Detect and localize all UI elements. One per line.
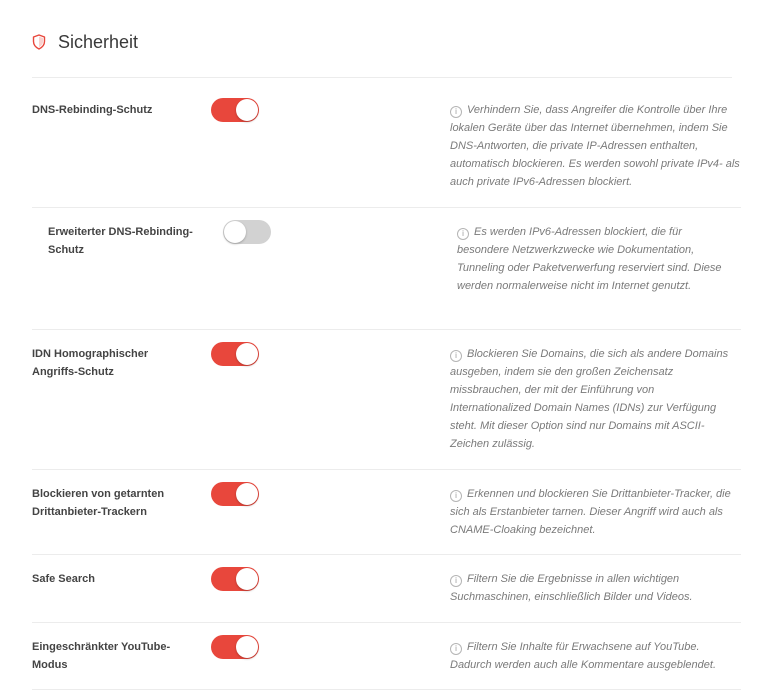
setting-row-cname-cloaking [32,470,741,555]
setting-row-youtube-restricted [32,623,741,690]
info-icon: i [450,350,462,362]
youtube-restricted-toggle[interactable] [211,635,259,659]
setting-row-safe-search [32,555,741,623]
section-header [32,29,138,55]
cname-cloaking-toggle[interactable] [211,482,259,506]
toggle-knob [224,221,246,243]
description-text: Erkennen und blockieren Sie Drittanbieter-Tracker, die sich als Erstanbieter tarnen. Dieser Angriff wird auch als CNAME-Cloaking bezeichnet. [450,488,731,536]
setting-label: Eingeschränkter YouTube-Modus [32,641,171,671]
info-icon: i [457,228,469,240]
extended-dns-rebinding-toggle[interactable] [223,220,271,244]
toggle-knob [236,636,258,658]
description-text: Blockieren Sie Domains, die sich als andere Domains ausgeben, indem sie den großen Zeichensatz missbrauchen, der mit der Einführung von Internationalized Domain Names (IDNs) zur Verfügung steht. Mit dieser Option sind nur Domains mit ASCII-Zeichen zulässig. [450,348,729,450]
description-text: Es werden IPv6-Adressen blockiert, die für besondere Netzwerkzwecke wie Dokumentation, Tunneling oder Paketverwerfung reserviert sind. Diese werden normalerweise nicht im Internet genutzt. [457,226,722,292]
info-icon: i [450,643,462,655]
toggle-knob [236,99,258,121]
info-icon: i [450,106,462,118]
setting-row-dns-rebinding [32,78,741,208]
setting-label: Safe Search [32,573,95,585]
setting-description [457,223,729,295]
safe-search-toggle[interactable] [211,567,259,591]
info-icon: i [450,490,462,502]
setting-description [450,638,740,674]
section-title: Sicherheit [58,31,139,52]
shield-icon [32,34,46,50]
setting-label: IDN Homographischer Angriffs-Schutz [32,348,149,378]
setting-label: Blockieren von getarnten Drittanbieter-Trackern [32,488,165,518]
idn-homograph-toggle[interactable] [211,342,259,366]
toggle-knob [236,483,258,505]
setting-row-idn-homograph [32,330,741,470]
setting-description [450,570,740,606]
setting-row-extended-dns-rebinding [32,208,741,330]
setting-description [450,345,735,453]
info-icon: i [450,575,462,587]
dns-rebinding-toggle[interactable] [211,98,259,122]
setting-label: Erweiterter DNS-Rebinding-Schutz [48,226,193,256]
toggle-knob [236,343,258,365]
description-text: Verhindern Sie, dass Angreifer die Kontrolle über Ihre lokalen Geräte über das Internet übernehmen, indem Sie DNS-Antworten, die private IP-Adressen enthalten, automatisch blockieren. Es werden sowohl private IPv4- als auch private IPv6-Adressen blockiert. [450,104,740,188]
description-text: Filtern Sie die Ergebnisse in allen wichtigen Suchmaschinen, einschließlich Bilder und Videos. [450,573,693,603]
setting-description [450,485,740,539]
description-text: Filtern Sie Inhalte für Erwachsene auf YouTube. Dadurch werden auch alle Kommentare ausgeblendet. [450,641,716,671]
toggle-knob [236,568,258,590]
setting-description [450,101,740,191]
setting-label: DNS-Rebinding-Schutz [32,104,153,116]
